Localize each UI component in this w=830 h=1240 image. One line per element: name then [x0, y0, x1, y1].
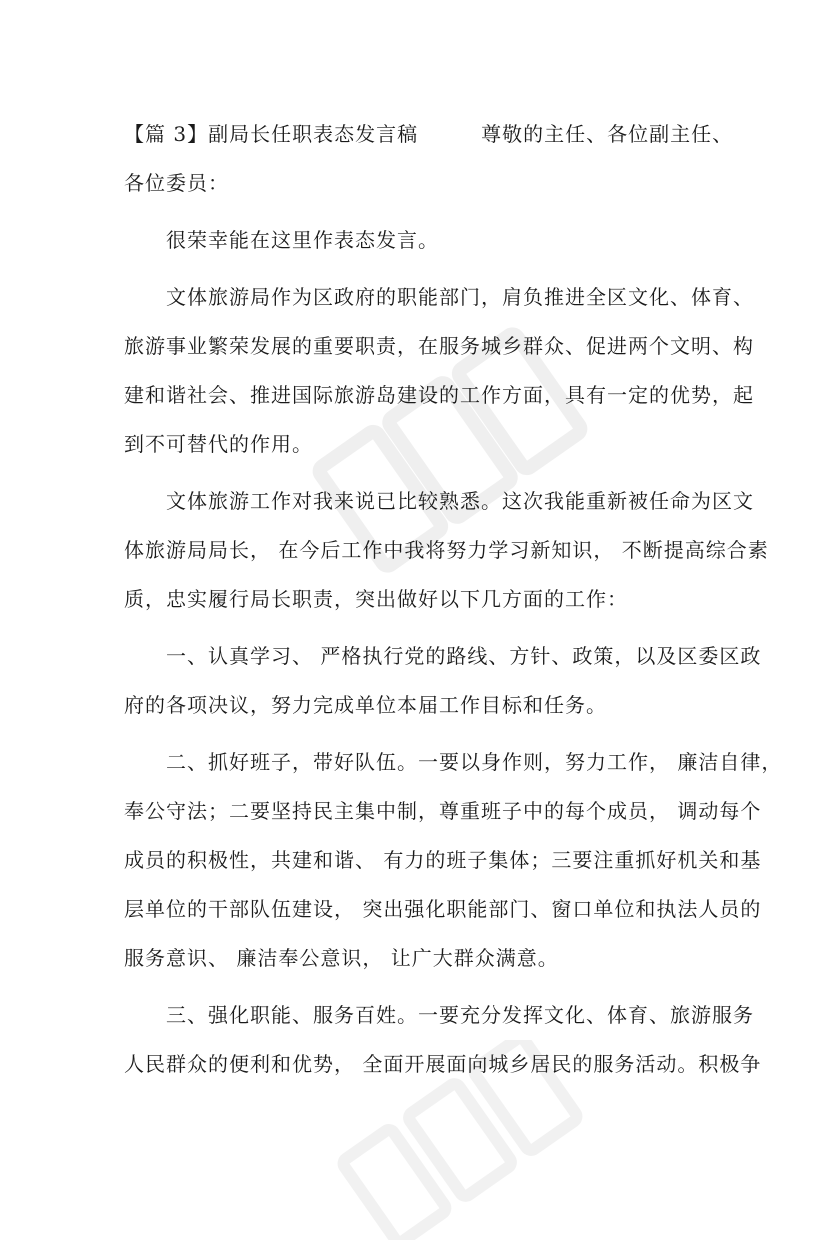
paragraph-line: 文体旅游工作对我来说已比较熟悉。这次我能重新被任命为区文: [166, 489, 754, 513]
paragraph-line: 成员的积极性，共建和谐、 有力的班子集体；三要注重抓好机关和基: [124, 848, 762, 872]
document-body: [124, 110, 783, 1089]
paragraph-line: 体旅游局局长， 在今后工作中我将努力学习新知识， 不断提高综合素: [124, 538, 769, 562]
paragraph-line: 一、认真学习、 严格执行党的路线、方针、政策，以及区委区政: [166, 644, 762, 668]
paragraph-line: 质，忠实履行局长职责，突出做好以下几方面的工作：: [124, 587, 628, 611]
paragraph-line: 人民群众的便利和优势， 全面开展面向城乡居民的服务活动。积极争: [124, 1052, 762, 1076]
paragraph-line: 文体旅游局作为区政府的职能部门，肩负推进全区文化、体育、: [166, 285, 754, 309]
paragraph-line: 建和谐社会、推进国际旅游岛建设的工作方面，具有一定的优势，起: [124, 383, 754, 407]
paragraph-line: 奉公守法；二要坚持民主集中制，尊重班子中的每个成员， 调动每个: [124, 799, 762, 823]
paragraph-line: 二、抓好班子，带好队伍。一要以身作则，努力工作， 廉洁自律，: [166, 750, 783, 774]
paragraph-line: 三、强化职能、服务百姓。一要充分发挥文化、体育、旅游服务: [166, 1003, 754, 1027]
paragraph-line: 层单位的干部队伍建设， 突出强化职能部门、窗口单位和执法人员的: [124, 897, 762, 921]
paragraph-line: 很荣幸能在这里作表态发言。: [166, 228, 439, 252]
title-line: 【篇 3】副局长任职表态发言稿 尊敬的主任、各位副主任、: [124, 122, 734, 146]
paragraph-line: 旅游事业繁荣发展的重要职责，在服务城乡群众、促进两个文明、构: [124, 334, 754, 358]
salutation-line: 各位委员：: [124, 171, 229, 195]
paragraph-line: 到不可替代的作用。: [124, 432, 313, 456]
paragraph-line: 服务意识、 廉洁奉公意识， 让广大群众满意。: [124, 946, 559, 970]
paragraph-line: 府的各项决议，努力完成单位本届工作目标和任务。: [124, 693, 607, 717]
